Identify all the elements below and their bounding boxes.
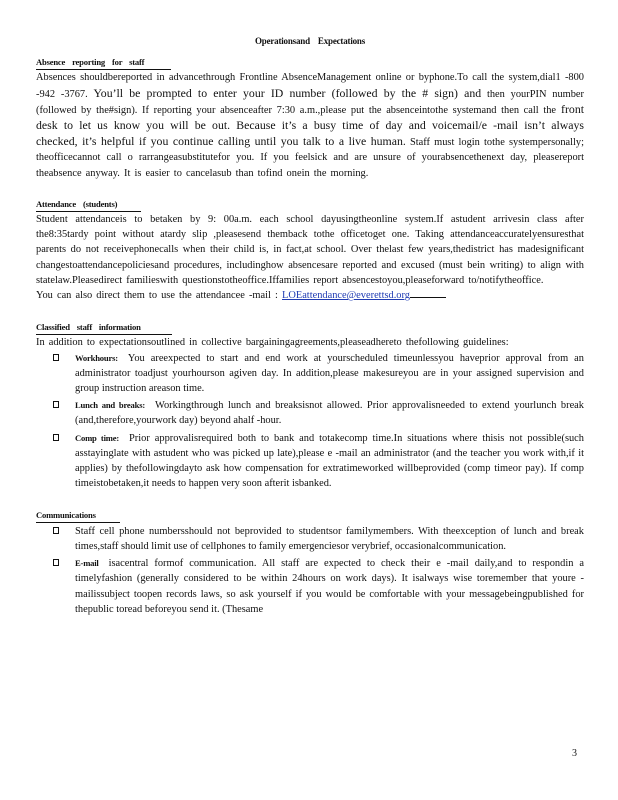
list-item-label: Comp time: <box>75 432 120 443</box>
attendance-email-prefix: You can also direct them to use the attendancee -mail : <box>36 290 278 302</box>
list-item-text: You areexpected to start and end work at yourscheduled timeunlessyou haveprior approval from an administrator toadjust yourhourson agiven day. In addition,please makesureyou are in your assigned supervision and group instruction areason time. <box>75 352 584 395</box>
list-item-label: Workhours: <box>75 352 118 363</box>
absence-section <box>36 55 584 181</box>
list-item-cell-phone <box>75 524 584 554</box>
communications-heading: Communications <box>36 509 120 523</box>
list-item-label: E-mail <box>75 558 99 569</box>
list-item-email <box>75 556 584 617</box>
list-item-label: Lunch and breaks: <box>75 400 146 411</box>
attendance-section <box>36 197 584 303</box>
absence-text-after: Staff must login tothe systempersonally; theofficecannot call o rarrangeasubstitutefor you. If you feelsick and are unsure of yourabsencethenext day, pleasereport theabsence anyway. It is easier to cancelasub than tofind onein the morning. <box>36 137 584 179</box>
communications-list <box>36 524 584 617</box>
attendance-text: Student attendanceis to betaken by 9: 00a.m. each school dayusingtheonline system.If astudent arrivesin class after the8:35tardy point without atardy slip ,pleasesend themback tothe officetoget one. Taking attendanceaccuratelyensuresthat parents do not receivephonecalls when their child is, in fact,at school. Over thelast few years,thedistrict has madesignificant changestoattendancepoliciesand procedures, includinghow absencesare reported and excused (must bein writing) to align with statelaw.Pleasedirect familieswith questionstotheoffice.Iffamilies report absencestoyou,pleaseforward to/notifytheoffice. <box>36 214 584 286</box>
absence-text-big2: front desk to let us know you will be out. Because it’s a busy time of day and voicemail/e -mail isn’t always checked, it’s helpful if you continue calling until you talk to a live human. <box>36 101 584 149</box>
classified-section <box>36 320 584 491</box>
list-item-workhours <box>75 351 584 397</box>
list-item-comp-time <box>75 431 584 492</box>
square-bullet-icon <box>53 434 59 441</box>
absence-paragraph <box>36 70 584 180</box>
square-bullet-icon <box>53 527 59 534</box>
page-number: 3 <box>572 748 577 759</box>
list-item-text: Prior approvalisrequired both to bank and totakecomp time.In situations where thisis not possible(such asstayinglate with astudent who was picked up late),please e -mail an administrator (and the teacher you work with,if it applies) by thefollowingdayto ask how compensation for extratimeworked willbeprovided (comp timeor pay). If comp timeistobetaken,it needs to happen very soon afterit isbanked. <box>75 432 584 490</box>
document-page <box>36 34 584 634</box>
square-bullet-icon <box>53 401 59 408</box>
email-underline-tail <box>410 289 446 298</box>
list-item-text: Staff cell phone numbersshould not beprovided to studentsor familymembers. With theexception of lunch and break times,staff should limit use of cellphones to family emergenciesor verybrief, occasionalcommunication. <box>75 525 584 552</box>
page-title: Operationsand Expectations <box>254 36 366 46</box>
list-item-lunch <box>75 398 584 428</box>
classified-intro: In addition to expectationsoutlined in collective bargainingagreements,pleaseadhereto thefollowing guidelines: <box>36 337 509 349</box>
absence-text-mid: then yourPIN number (followed by the#sign). If reporting your absenceafter 7:30 a.m.,please put the absenceintothe systemand then call the <box>36 88 585 116</box>
square-bullet-icon <box>53 354 59 361</box>
list-item-text: isacentral formof communication. All staff are expected to check their e -mail daily,and to respondin a timelyfashion (generally considered to be within 24hours on work days). It isalways wise toremember that youre -mailissubject toopen records laws, so ask yourself if you would be comfortable with your messagebeingpublished for thepublic toread beforeyou send it. (Thesame <box>75 558 584 615</box>
attendance-email-link[interactable]: LOEattendance@everettsd.org <box>282 290 410 302</box>
attendance-heading: Attendance (students) <box>36 198 141 212</box>
communications-section <box>36 508 584 616</box>
classified-heading: Classified staff information <box>36 321 172 335</box>
absence-heading: Absence reporting for staff <box>36 56 171 70</box>
list-item-text: Workingthrough lunch and breaksisnot allowed. Prior approvalisneeded to extend yourlunch break (and,therefore,yourwork day) beyond ahalf -hour. <box>75 400 584 427</box>
absence-text-big1: You’ll be prompted to enter your ID number (followed by the # sign) and <box>87 85 482 100</box>
absence-text-before: Absences shouldbereported in advancethrough Frontline AbsenceManagement online or byphone.To call the system,dial1 -800 -942 -3767. <box>36 72 584 100</box>
attendance-paragraph <box>36 212 584 303</box>
classified-list <box>36 351 584 492</box>
square-bullet-icon <box>53 559 59 566</box>
